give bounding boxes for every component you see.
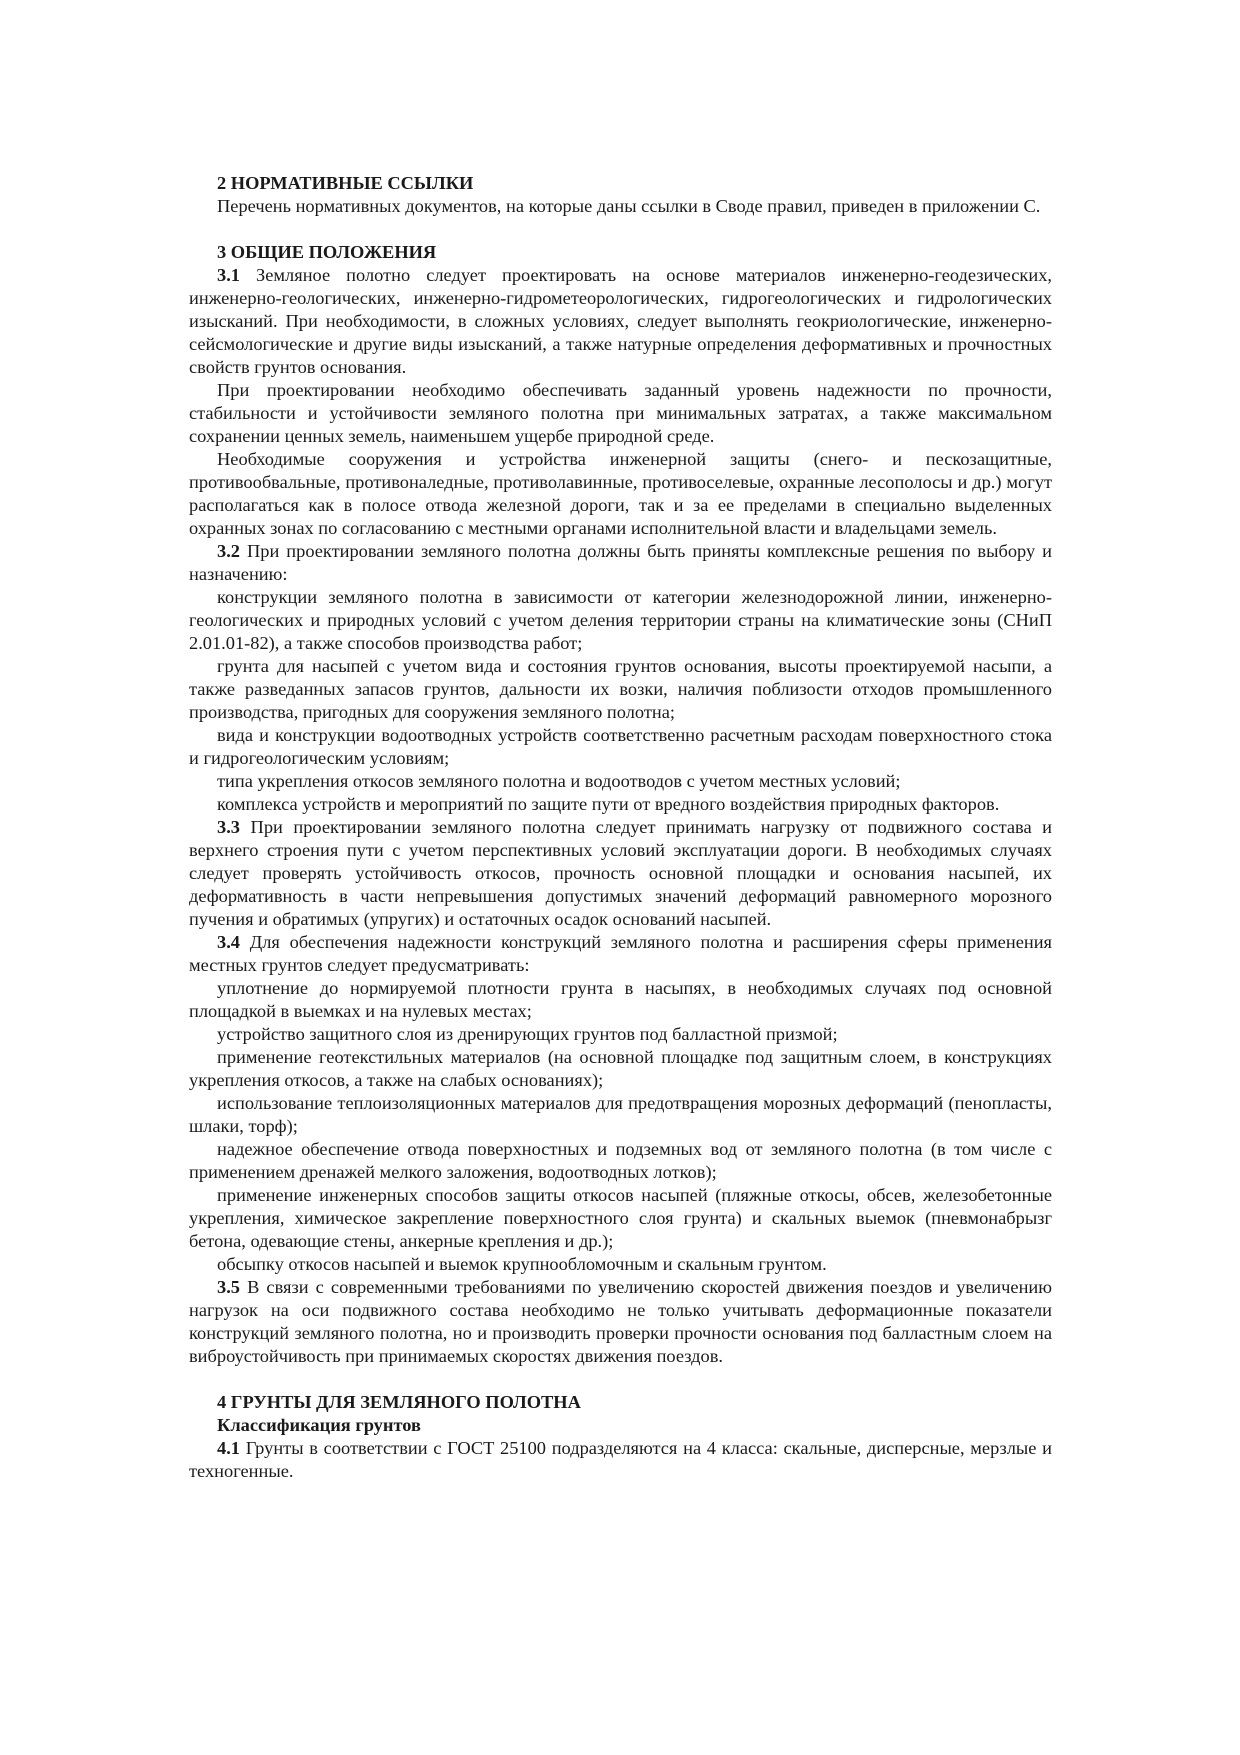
clause-number: 4.1 xyxy=(217,1438,240,1458)
clause-text: Земляное полотно следует проектировать на основе материалов инженерно-геодезических, инженерно-геологических, инженерно-гидрометеорологических, гидрогеологических и гидрологических изысканий. При необходимости, в сложных условиях, следует выполнять геокриологические, инженерно-сейсмологические и другие виды изысканий, а также натурные определения деформативных и прочностных свойств грунтов основания. xyxy=(189,265,1052,377)
clause-3-2 xyxy=(189,540,1052,586)
list-item-3-4-geotextile: применение геотекстильных материалов (на основной площадке под защитным слоем, в конструкциях укрепления откосов, а также на слабых основаниях); xyxy=(189,1047,1052,1090)
clause-4-1 xyxy=(189,1437,1052,1483)
section-4-heading: 4 ГРУНТЫ ДЛЯ ЗЕМЛЯНОГО ПОЛОТНА xyxy=(217,1392,581,1412)
clause-3-5 xyxy=(189,1276,1052,1368)
list-item-3-4-protective-layer: устройство защитного слоя из дренирующих грунтов под балластной призмой; xyxy=(217,1024,838,1044)
list-item-3-4-insulation: использование теплоизоляционных материалов для предотвращения морозных деформаций (пенопласты, шлаки, торф); xyxy=(189,1093,1052,1136)
paragraph-3-1-protection: Необходимые сооружения и устройства инженерной защиты (снего- и пескозащитные, противообвальные, противоналедные, противолавинные, противоселевые, охранные лесополосы и др.) могут располагаться как в полосе отвода железной дороги, так и за ее пределами в специально выделенных охранных зонах по согласованию с местными органами исполнительной власти и владельцами земель. xyxy=(189,449,1052,538)
clause-number: 3.1 xyxy=(217,265,240,285)
section-spacer xyxy=(189,1368,1052,1391)
clause-text: В связи с современными требованиями по увеличению скоростей движения поездов и увеличению нагрузок на оси подвижного состава необходимо не только учитывать деформационные показатели конструкций земляного полотна, но и производить проверки прочности основания под балластным слоем на виброустойчивость при принимаемых скоростях движения поездов. xyxy=(189,1277,1052,1366)
clause-number: 3.2 xyxy=(217,541,240,561)
paragraph-3-1-reliability: При проектировании необходимо обеспечивать заданный уровень надежности по прочности, стабильности и устойчивости земляного полотна при минимальных затратах, а также максимальном сохранении ценных земель, наименьшем ущербе природной среде. xyxy=(189,380,1052,446)
list-item-3-4-compaction: уплотнение до нормируемой плотности грунта в насыпях, в необходимых случаях под основной площадкой в выемках и на нулевых местах; xyxy=(189,978,1052,1021)
list-item-3-4-slope-protection: применение инженерных способов защиты откосов насыпей (пляжные откосы, обсев, железобетонные укрепления, химическое закрепление поверхностного слоя грунта) и скальных выемок (пневмонабрызг бетона, одевающие стены, анкерные крепления и др.); xyxy=(189,1185,1052,1251)
section-3-heading: 3 ОБЩИЕ ПОЛОЖЕНИЯ xyxy=(217,242,437,262)
clause-text: При проектировании земляного полотна должны быть приняты комплексные решения по выбору и назначению: xyxy=(189,541,1052,584)
clause-text: Для обеспечения надежности конструкций земляного полотна и расширения сферы применения местных грунтов следует предусматривать: xyxy=(189,932,1052,975)
section-2-paragraph: Перечень нормативных документов, на которые даны ссылки в Своде правил, приведен в приложении С. xyxy=(217,196,1041,216)
section-spacer xyxy=(189,218,1052,241)
section-2-heading: 2 НОРМАТИВНЫЕ ССЫЛКИ xyxy=(217,173,474,193)
clause-3-4 xyxy=(189,931,1052,977)
list-item-3-2-measures: комплекса устройств и мероприятий по защите пути от вредного воздействия природных факторов. xyxy=(217,794,1000,814)
clause-number: 3.5 xyxy=(217,1277,240,1297)
clause-text: При проектировании земляного полотна следует принимать нагрузку от подвижного состава и верхнего строения пути с учетом перспективных условий эксплуатации дороги. В необходимых случаях следует проверять устойчивость откосов, прочность основной площадки и основания насыпей, их деформативность в части непревышения допустимых значений деформаций равномерного морозного пучения и обратимых (упругих) и остаточных осадок оснований насыпей. xyxy=(189,817,1052,929)
clause-3-3 xyxy=(189,816,1052,931)
clause-number: 3.3 xyxy=(217,817,240,837)
list-item-3-2-soil: грунта для насыпей с учетом вида и состояния грунтов основания, высоты проектируемой насыпи, а также разведанных запасов грунтов, дальности их возки, наличия поблизости отходов промышленного производства, пригодных для сооружения земляного полотна; xyxy=(189,656,1052,722)
list-item-3-4-backfill: обсыпку откосов насыпей и выемок крупнообломочным и скальным грунтом. xyxy=(217,1254,827,1274)
clause-text: Грунты в соответствии с ГОСТ 25100 подразделяются на 4 класса: скальные, дисперсные, мерзлые и техногенные. xyxy=(189,1438,1052,1481)
section-4-subheading: Классификация грунтов xyxy=(217,1415,421,1435)
list-item-3-2-slopes: типа укрепления откосов земляного полотна и водоотводов с учетом местных условий; xyxy=(217,771,901,791)
list-item-3-2-construction: конструкции земляного полотна в зависимости от категории железнодорожной линии, инженерно-геологических и природных условий с учетом деления территории страны на климатические зоны (СНиП 2.01.01-82), а также способов производства работ; xyxy=(189,587,1052,653)
document-page xyxy=(189,172,1052,1483)
clause-number: 3.4 xyxy=(217,932,240,952)
list-item-3-4-water-removal: надежное обеспечение отвода поверхностных и подземных вод от земляного полотна (в том числе с применением дренажей мелкого заложения, водоотводных лотков); xyxy=(189,1139,1052,1182)
list-item-3-2-drainage: вида и конструкции водоотводных устройств соответственно расчетным расходам поверхностного стока и гидрогеологическим условиям; xyxy=(189,725,1052,768)
clause-3-1 xyxy=(189,264,1052,379)
